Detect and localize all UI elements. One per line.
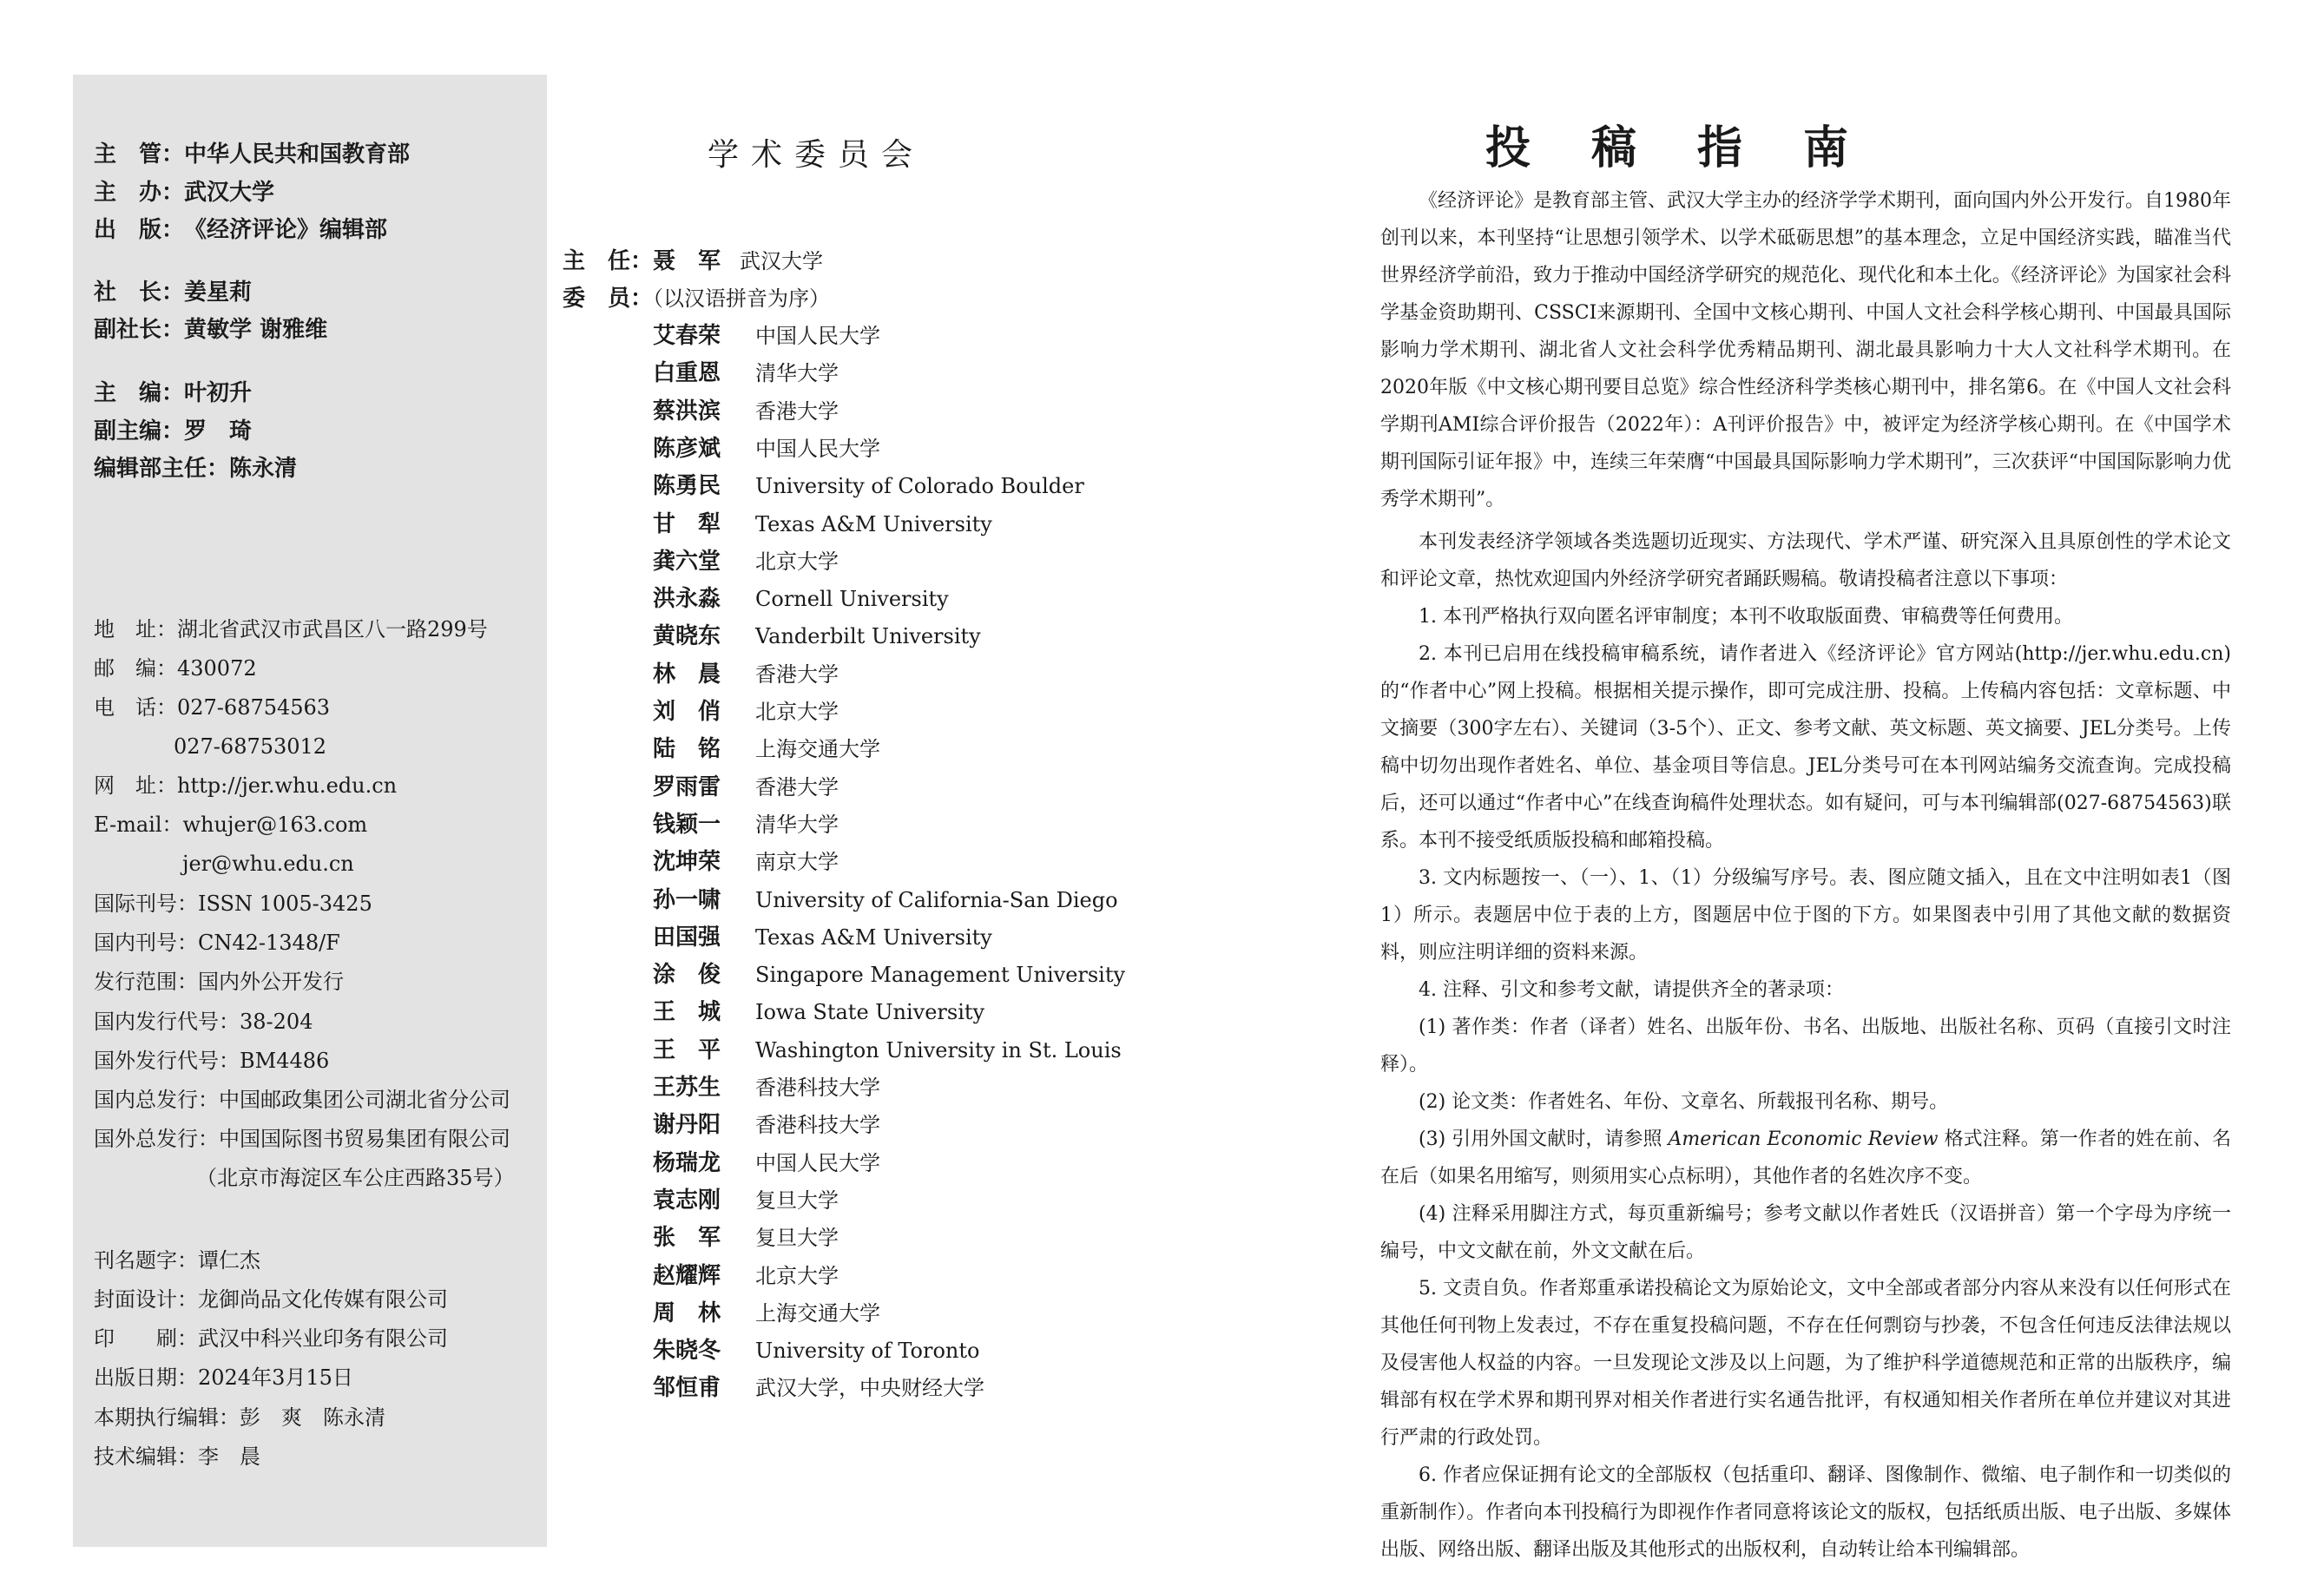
member-name: 刘 俏 bbox=[653, 699, 721, 725]
credit-publish-date bbox=[94, 1365, 353, 1391]
row-value: 黄敏学 谢雅维 bbox=[184, 317, 328, 343]
row-label: 发行范围： bbox=[94, 970, 198, 994]
row-value: 武汉中科兴业印务有限公司 bbox=[198, 1326, 448, 1351]
committee-member bbox=[653, 957, 1125, 991]
member-name: 陈彦斌 bbox=[653, 435, 721, 462]
member-institution: Cornell University bbox=[755, 587, 949, 612]
row-value: 38-204 bbox=[240, 1010, 313, 1034]
row-label: 副社长： bbox=[94, 317, 185, 343]
row-value: 龙御尚品文化传媒有限公司 bbox=[198, 1287, 448, 1312]
row-value: whujer@163.com bbox=[182, 813, 368, 837]
member-name: 王 城 bbox=[653, 999, 721, 1026]
guide-item-1: 1. 本刊严格执行双向匿名评审制度；本刊不收取版面费、审稿费等任何费用。 bbox=[1419, 606, 2073, 628]
member-institution: 清华大学 bbox=[755, 812, 839, 837]
masthead-sidebar bbox=[73, 75, 547, 1547]
row-label: 邮 编： bbox=[94, 656, 177, 681]
credit-cover-design bbox=[94, 1286, 448, 1313]
committee-member bbox=[653, 1370, 984, 1405]
member-institution: 北京大学 bbox=[755, 549, 839, 574]
contact-address bbox=[94, 616, 488, 642]
masthead-row-president bbox=[94, 280, 252, 306]
member-name: 田国强 bbox=[653, 924, 721, 951]
member-name: 谢丹阳 bbox=[653, 1112, 721, 1139]
row-label: 本期执行编辑： bbox=[94, 1405, 240, 1430]
row-label: 印 刷： bbox=[94, 1326, 198, 1351]
member-institution: Singapore Management University bbox=[755, 963, 1126, 988]
row-label: 技术编辑： bbox=[94, 1444, 198, 1469]
row-label: 编辑部主任： bbox=[94, 456, 230, 482]
committee-member bbox=[653, 1032, 1122, 1067]
member-institution: 上海交通大学 bbox=[755, 737, 880, 762]
member-institution: 香港大学 bbox=[755, 661, 839, 687]
member-name: 甘 犁 bbox=[653, 510, 721, 537]
guide-item-4: 4. 注释、引文和参考文献，请提供齐全的著录项： bbox=[1419, 979, 1844, 1001]
row-value: 彭 爽 陈永清 bbox=[240, 1405, 385, 1430]
member-institution: 上海交通大学 bbox=[755, 1300, 880, 1326]
member-institution: 香港科技大学 bbox=[755, 1076, 880, 1100]
member-name: 杨瑞龙 bbox=[653, 1149, 721, 1176]
member-name: 白重恩 bbox=[653, 360, 721, 387]
committee-member bbox=[653, 656, 839, 691]
committee-member bbox=[653, 1107, 880, 1141]
item-4-3-post: 格式注释。第一作者的姓在前、名在后（如果名用缩写，则须用实心点标明），其他作者的名姓次序不变。 bbox=[1380, 1128, 2231, 1188]
member-institution: 武汉大学，中央财经大学 bbox=[755, 1376, 984, 1401]
member-institution: 香港科技大学 bbox=[755, 1113, 880, 1138]
member-institution: 南京大学 bbox=[755, 850, 839, 875]
row-value: BM4486 bbox=[240, 1049, 330, 1073]
guide-item-6: 6. 作者应保证拥有论文的全部版权（包括重印、翻译、图像制作、微缩、电子制作和一切类似的重新制作）。作者向本刊投稿行为即视作作者同意将该论文的版权，包括纸质出版、电子出版、多媒体出版、网络出版、翻译出版及其他形式的出版权利，自动转让给本刊编辑部。 bbox=[1380, 1464, 2231, 1561]
member-name: 黄晓东 bbox=[653, 623, 721, 650]
committee-member bbox=[653, 1145, 880, 1180]
row-value: 陈永清 bbox=[229, 456, 298, 482]
guide-item-4-2: (2) 论文类：作者姓名、年份、文章名、所载报刊名称、期号。 bbox=[1419, 1091, 1949, 1113]
row-value: 430072 bbox=[177, 656, 257, 681]
credit-executive-editor bbox=[94, 1405, 385, 1431]
row-value: ISSN 1005-3425 bbox=[198, 891, 372, 916]
contact-foreign-distributor bbox=[94, 1126, 510, 1152]
member-name: 王苏生 bbox=[653, 1075, 721, 1101]
committee-member bbox=[653, 618, 981, 653]
row-value: jer@whu.edu.cn bbox=[182, 852, 354, 876]
row-label: 刊名题字： bbox=[94, 1248, 198, 1273]
committee-member bbox=[653, 355, 839, 390]
committee-member bbox=[653, 694, 839, 728]
member-institution: 香港大学 bbox=[755, 774, 839, 799]
committee-member bbox=[653, 882, 1118, 917]
masthead-row-office-director bbox=[94, 456, 297, 482]
contact-foreign-code bbox=[94, 1048, 329, 1074]
director-label: 主 任： bbox=[563, 248, 654, 274]
guide-item-4-3 bbox=[1380, 1121, 2231, 1195]
committee-member bbox=[653, 1295, 880, 1330]
row-value: 李 晨 bbox=[198, 1444, 260, 1469]
guide-intro-2: 本刊发表经济学领域各类选题切近现实、方法现代、学术严谨、研究深入且具原创性的学术论文和评论文章，热忱欢迎国内外经济学研究者踊跃赐稿。敬请投稿者注意以下事项： bbox=[1380, 531, 2231, 590]
committee-member bbox=[653, 543, 839, 578]
row-label: 地 址： bbox=[94, 617, 177, 641]
member-name: 赵耀辉 bbox=[653, 1262, 721, 1289]
member-name: 钱颖一 bbox=[653, 811, 721, 838]
member-name: 洪永淼 bbox=[653, 586, 721, 613]
member-name: 艾春荣 bbox=[653, 323, 721, 349]
member-institution: 北京大学 bbox=[755, 1263, 839, 1288]
row-value: 武汉大学 bbox=[184, 180, 275, 206]
row-label: 国内总发行： bbox=[94, 1088, 219, 1112]
row-label: 网 址： bbox=[94, 773, 177, 798]
committee-director-row bbox=[563, 243, 823, 275]
committee-member bbox=[653, 393, 839, 428]
row-value: 中国国际图书贸易集团有限公司 bbox=[219, 1127, 510, 1151]
row-label: 国内刊号： bbox=[94, 931, 198, 955]
row-label: 国内发行代号： bbox=[94, 1010, 240, 1034]
committee-member bbox=[653, 431, 880, 465]
member-institution: University of Toronto bbox=[755, 1339, 980, 1364]
row-value: 027-68754563 bbox=[177, 695, 331, 720]
guide-intro: 《经济评论》是教育部主管、武汉大学主办的经济学学术期刊，面向国内外公开发行。自1980年创刊以来，本刊坚持“让思想引领学术、以学术砥砺思想”的基本理念，立足中国经济实践，瞄准当代世界经济学前沿，致力于推动中国经济学研究的规范化、现代化和本土化。《经济评论》为国家社会科学基金资助期刊、CSSCI来源期刊、全国中文核心期刊、中国人文社会科学核心期刊、中国最具国际影响力学术期刊、湖北省人文社会科学优秀精品期刊、湖北最具影响力十大人文社科学术期刊。在2020年版《中文核心期刊要目总览》综合性经济科学类核心期刊中，排名第6。在《中国人文社会科学期刊AMI综合评价报告（2022年）：A刊评价报告》中，被评定为经济学核心期刊。在《中国学术期刊国际引证年报》中，连续三年荣膺“中国最具国际影响力学术期刊”，三次获评“中国国际影响力优秀学术期刊”。 bbox=[1380, 190, 2231, 510]
committee-member bbox=[653, 994, 984, 1029]
guide-item-2: 2. 本刊已启用在线投稿审稿系统，请作者进入《经济评论》官方网站(http://jer.whu.edu.cn)的“作者中心”网上投稿。根据相关提示操作，即可完成注册、投稿。上传稿内容包括：文章标题、中文摘要（300字左右）、关键词（3-5个）、正文、参考文献、英文标题、英文摘要、JEL分类号。上传稿中切勿出现作者姓名、单位、基金项目等信息。JEL分类号可在本刊网站编务交流查询。完成投稿后，还可以通过“作者中心”在线查询稿件处理状态。如有疑问，可与本刊编辑部(027-68754563)联系。本刊不接受纸质版投稿和邮箱投稿。 bbox=[1380, 643, 2231, 852]
committee-member bbox=[653, 1069, 880, 1104]
committee-member bbox=[653, 468, 1084, 503]
contact-foreign-distributor-address bbox=[94, 1165, 515, 1191]
committee-member bbox=[653, 1258, 839, 1293]
contact-issn bbox=[94, 891, 372, 917]
row-label: 电 话： bbox=[94, 695, 177, 720]
committee-member bbox=[653, 731, 880, 766]
row-label: 出 版： bbox=[94, 217, 185, 243]
member-institution: 北京大学 bbox=[755, 700, 839, 724]
item-4-3-pre: (3) 引用外国文献时，请参照 bbox=[1419, 1128, 1669, 1150]
member-name: 王 平 bbox=[653, 1036, 721, 1063]
committee-members-row bbox=[563, 280, 830, 313]
row-value: 国内外公开发行 bbox=[198, 970, 344, 994]
director-inst: 武汉大学 bbox=[740, 249, 824, 273]
member-institution: Texas A&M University bbox=[755, 924, 992, 950]
row-value: 湖北省武汉市武昌区八一路299号 bbox=[177, 617, 488, 641]
guide-item-4-4: (4) 注释采用脚注方式，每页重新编号；参考文献以作者姓氏（汉语拼音）第一个字母为序统一编号，中文文献在前，外文文献在后。 bbox=[1380, 1203, 2231, 1262]
contact-postcode bbox=[94, 655, 257, 681]
member-institution: Iowa State University bbox=[755, 1000, 985, 1025]
member-institution: University of Colorado Boulder bbox=[755, 474, 1084, 499]
member-name: 陆 铭 bbox=[653, 736, 721, 763]
member-name: 朱晓冬 bbox=[653, 1338, 721, 1365]
member-institution: 中国人民大学 bbox=[755, 1150, 880, 1175]
committee-member bbox=[653, 844, 839, 878]
row-label: 封面设计： bbox=[94, 1287, 198, 1312]
director-name: 聂 军 bbox=[653, 248, 721, 274]
credit-technical-editor bbox=[94, 1444, 260, 1470]
member-institution: Texas A&M University bbox=[755, 511, 992, 536]
member-name: 林 晨 bbox=[653, 661, 721, 688]
contact-domestic-code bbox=[94, 1009, 313, 1035]
member-name: 蔡洪滨 bbox=[653, 398, 721, 424]
contact-phone bbox=[94, 694, 330, 720]
row-value: （北京市海淀区车公庄西路35号） bbox=[196, 1166, 515, 1190]
row-value: 中华人民共和国教育部 bbox=[184, 141, 411, 168]
contact-website bbox=[94, 773, 397, 799]
row-value: 姜星莉 bbox=[184, 280, 253, 306]
committee-title: 学术委员会 bbox=[707, 137, 925, 173]
contact-email-2 bbox=[94, 851, 354, 877]
row-label: E-mail： bbox=[94, 813, 183, 837]
masthead-row-supervisor bbox=[94, 141, 410, 168]
contact-email bbox=[94, 812, 367, 838]
committee-member bbox=[653, 806, 839, 841]
row-label: 副主编： bbox=[94, 418, 185, 444]
committee-member bbox=[653, 1220, 839, 1254]
member-name: 龚六堂 bbox=[653, 548, 721, 575]
masthead-row-deputy-editor bbox=[94, 418, 252, 444]
row-value: 叶初升 bbox=[184, 380, 253, 406]
row-value: 谭仁杰 bbox=[198, 1248, 260, 1273]
row-label: 国外总发行： bbox=[94, 1127, 219, 1151]
member-institution: 清华大学 bbox=[755, 361, 839, 386]
row-value: CN42-1348/F bbox=[198, 931, 340, 955]
member-institution: Washington University in St. Louis bbox=[755, 1037, 1122, 1063]
member-institution: 中国人民大学 bbox=[755, 324, 880, 348]
row-label: 出版日期： bbox=[94, 1365, 198, 1390]
masthead-row-sponsor bbox=[94, 180, 274, 206]
member-institution: 复旦大学 bbox=[755, 1226, 839, 1251]
credit-title-calligraphy bbox=[94, 1247, 260, 1273]
guide-body bbox=[1380, 182, 2231, 1569]
member-name: 袁志刚 bbox=[653, 1187, 721, 1214]
row-label: 国外发行代号： bbox=[94, 1049, 240, 1073]
row-label: 主 办： bbox=[94, 180, 185, 206]
members-label: 委 员： bbox=[563, 286, 654, 312]
contact-phone-2 bbox=[94, 734, 326, 760]
member-name: 沈坤荣 bbox=[653, 849, 721, 876]
member-name: 涂 俊 bbox=[653, 962, 721, 989]
committee-member bbox=[653, 919, 992, 954]
row-value: http://jer.whu.edu.cn bbox=[177, 773, 398, 798]
member-name: 罗雨雷 bbox=[653, 773, 721, 800]
row-label: 社 长： bbox=[94, 280, 185, 306]
aer-journal-name: American Economic Review bbox=[1668, 1128, 1939, 1150]
member-name: 孙一啸 bbox=[653, 886, 721, 913]
guide-item-5: 5. 文责自负。作者郑重承诺投稿论文为原始论文，文中全部或者部分内容从来没有以任何形式在其他任何刊物上发表过，不存在重复投稿问题，不存在任何剽窃与抄袭，不包含任何违反法律法规以及侵害他人权益的内容。一旦发现论文涉及以上问题，为了维护科学道德规范和正常的出版秩序，编辑部有权在学术界和期刊界对相关作者进行实名通告批评，有权通知相关作者所在单位并建议对其进行严肃的行政处罚。 bbox=[1380, 1278, 2231, 1449]
row-value: 2024年3月15日 bbox=[198, 1365, 353, 1390]
member-institution: Vanderbilt University bbox=[755, 624, 981, 649]
contact-distribution-scope bbox=[94, 969, 344, 995]
credit-printing bbox=[94, 1326, 448, 1352]
row-value: 中国邮政集团公司湖北省分公司 bbox=[219, 1088, 510, 1112]
row-value: 027-68753012 bbox=[174, 734, 327, 759]
contact-domestic-distributor bbox=[94, 1087, 510, 1113]
row-label: 主 管： bbox=[94, 141, 185, 168]
masthead-row-vice-president bbox=[94, 317, 327, 343]
guide-item-3: 3. 文内标题按一、（一）、1、（1）分级编写序号。表、图应随文插入，且在文中注明如表1（图1）所示。表题居中位于表的上方，图题居中位于图的下方。如果图表中引用了其他文献的数据资料，则应注明详细的资料来源。 bbox=[1380, 867, 2231, 964]
member-name: 张 军 bbox=[653, 1225, 721, 1252]
row-value: 《经济评论》编辑部 bbox=[184, 217, 388, 243]
contact-cn bbox=[94, 930, 340, 956]
member-institution: University of California-San Diego bbox=[755, 887, 1118, 912]
committee-member bbox=[653, 506, 992, 541]
members-note: （以汉语拼音为序） bbox=[653, 286, 831, 311]
member-name: 邹恒甫 bbox=[653, 1375, 721, 1402]
member-institution: 复旦大学 bbox=[755, 1188, 839, 1213]
member-name: 周 林 bbox=[653, 1299, 721, 1326]
committee-member bbox=[653, 1182, 839, 1217]
row-label: 主 编： bbox=[94, 380, 185, 406]
row-label: 国际刊号： bbox=[94, 891, 198, 916]
member-institution: 香港大学 bbox=[755, 398, 839, 424]
committee-member bbox=[653, 318, 880, 352]
masthead-row-editor-in-chief bbox=[94, 380, 252, 406]
member-institution: 中国人民大学 bbox=[755, 436, 880, 461]
row-value: 罗 琦 bbox=[184, 418, 253, 444]
member-name: 陈勇民 bbox=[653, 473, 721, 500]
committee-member bbox=[653, 581, 949, 615]
committee-member bbox=[653, 1332, 979, 1367]
masthead-row-publisher bbox=[94, 217, 387, 243]
guide-title: 投稿指南 bbox=[1485, 122, 1909, 174]
guide-item-4-1: (1) 著作类：作者（译者）姓名、出版年份、书名、出版地、出版社名称、页码（直接引文时注释）。 bbox=[1380, 1016, 2231, 1076]
committee-member bbox=[653, 769, 839, 804]
